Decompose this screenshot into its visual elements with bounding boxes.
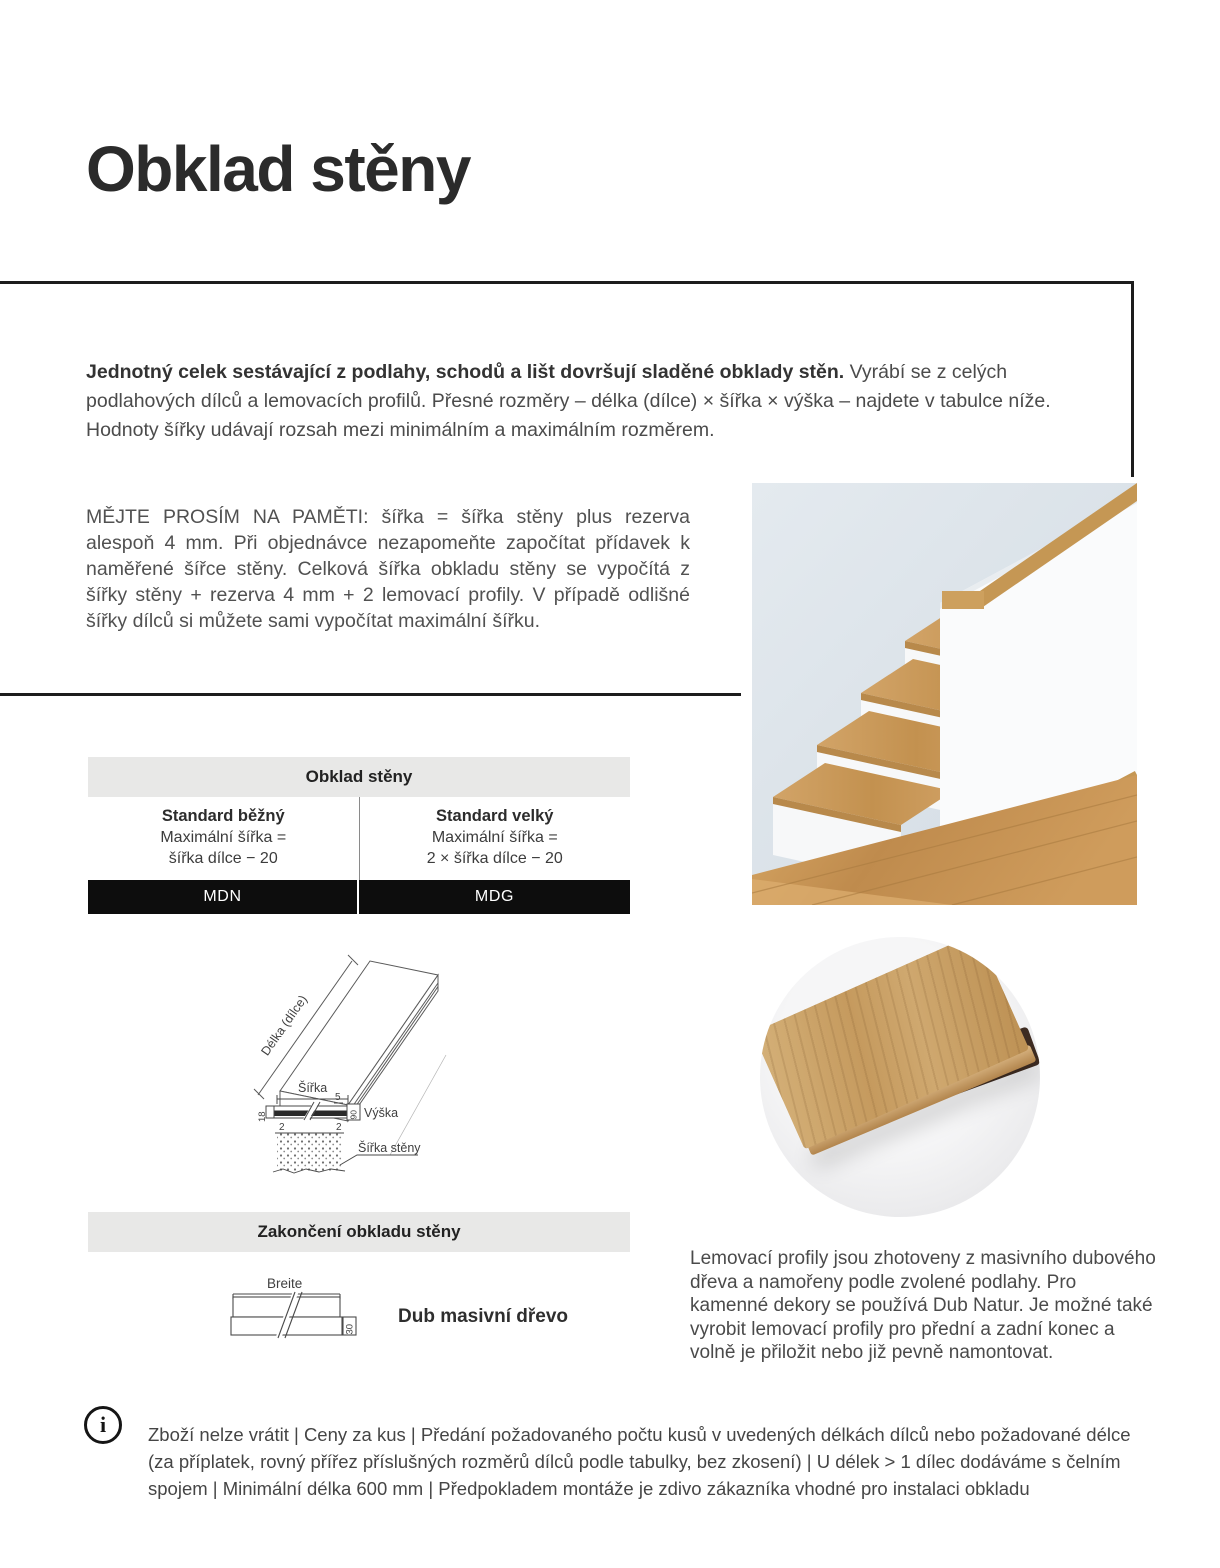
intro-paragraph bbox=[86, 358, 1066, 445]
material-label: Dub masivní dřevo bbox=[398, 1306, 568, 1327]
bottom-rule bbox=[0, 693, 741, 696]
info-icon: i bbox=[84, 1406, 122, 1444]
spec-table-title: Obklad stěny bbox=[88, 757, 630, 797]
intro-lead: Jednotný celek sestávající z podlahy, schodů a lišt dovršují sladěné obklady stěn. bbox=[86, 360, 845, 383]
dim-30: 30 bbox=[344, 1323, 356, 1335]
column-formula-line2: šířka dílce − 20 bbox=[168, 850, 278, 867]
spec-column-standard-bezny bbox=[88, 797, 360, 880]
length-label: Délka (dílce) bbox=[258, 992, 311, 1059]
height-label: Výška bbox=[364, 1106, 399, 1120]
footer-note: Zboží nelze vrátit | Ceny za kus | Předání požadovaného počtu kusů v uvedených délkách dílců nebo požadované délce (za příplatek, rovný přířez příslušných rozměrů dílců podle tabulky, bez zkosení) | U délek > 1 dílec dodáváme s čelním spojem | Minimální délka 600 mm | Předpokladem montáže je zdivo zákazníka vhodné pro instalaci obkladu bbox=[148, 1423, 1131, 1499]
intro-rest: Vyrábí se z celých podlahových dílců a lemovacích profilů. Přesné rozměry – délka (dílce) × šířka × výška – najdete v tabulce níže. Hodnoty šířky udávají rozsah mezi minimálním a maximálním rozměrem. bbox=[86, 360, 1051, 441]
dim-2-left: 2 bbox=[279, 1122, 285, 1133]
dimension-diagram bbox=[230, 943, 530, 1193]
breite-diagram bbox=[225, 1275, 365, 1343]
wall-width-label: Šířka stěny bbox=[358, 1141, 421, 1155]
column-formula-line1: Maximální šířka = bbox=[160, 829, 287, 846]
oak-plank bbox=[760, 937, 1029, 1149]
width-label: Šířka bbox=[298, 1081, 328, 1095]
column-name: Standard velký bbox=[436, 807, 554, 825]
product-code-row bbox=[88, 880, 630, 914]
dim-height-value: 90 bbox=[348, 1110, 359, 1120]
column-formula-line1: Maximální šířka = bbox=[431, 829, 558, 846]
right-rule bbox=[1131, 281, 1134, 477]
description-paragraph: Lemovací profily jsou zhotoveny z masivního dubového dřeva a namořeny podle zvolené podlahy. Pro kamenné dekory se používá Dub Natur. Je možné také vyrobit lemovací profily pro přední a zadní konec a volně je přiložit nebo již pevně namontovat. bbox=[690, 1248, 1156, 1363]
spec-column-standard-velky bbox=[360, 797, 631, 880]
wood-sample-photo bbox=[760, 937, 1040, 1217]
page-title: Obklad stěny bbox=[86, 133, 470, 205]
column-name: Standard běžný bbox=[161, 807, 285, 825]
dim-2-right: 2 bbox=[336, 1122, 342, 1133]
top-rule bbox=[0, 281, 1134, 284]
dim-5: 5 bbox=[335, 1092, 341, 1103]
spec-table bbox=[88, 757, 630, 914]
dim-18: 18 bbox=[257, 1111, 268, 1122]
ending-section-header: Zakončení obkladu stěny bbox=[88, 1212, 630, 1252]
code-mdg: MDG bbox=[474, 888, 515, 905]
column-formula-line2: 2 × šířka dílce − 20 bbox=[426, 850, 563, 867]
note-paragraph: MĚJTE PROSÍM NA PAMĚTI: šířka = šířka stěny plus rezerva alespoň 4 mm. Při objednávce nezapomeňte započítat přídavek k naměřené šířce stěny. Celková šířka obkladu stěny se vypočítá z šířky stěny + rezerva 4 mm + 2 lemovací profily. V případě odlišné šířky dílců si můžete sami vypočítat maximální šířku. bbox=[86, 505, 690, 632]
stairs-photo bbox=[752, 483, 1137, 905]
breite-label: Breite bbox=[267, 1276, 303, 1291]
code-mdn: MDN bbox=[88, 880, 359, 914]
